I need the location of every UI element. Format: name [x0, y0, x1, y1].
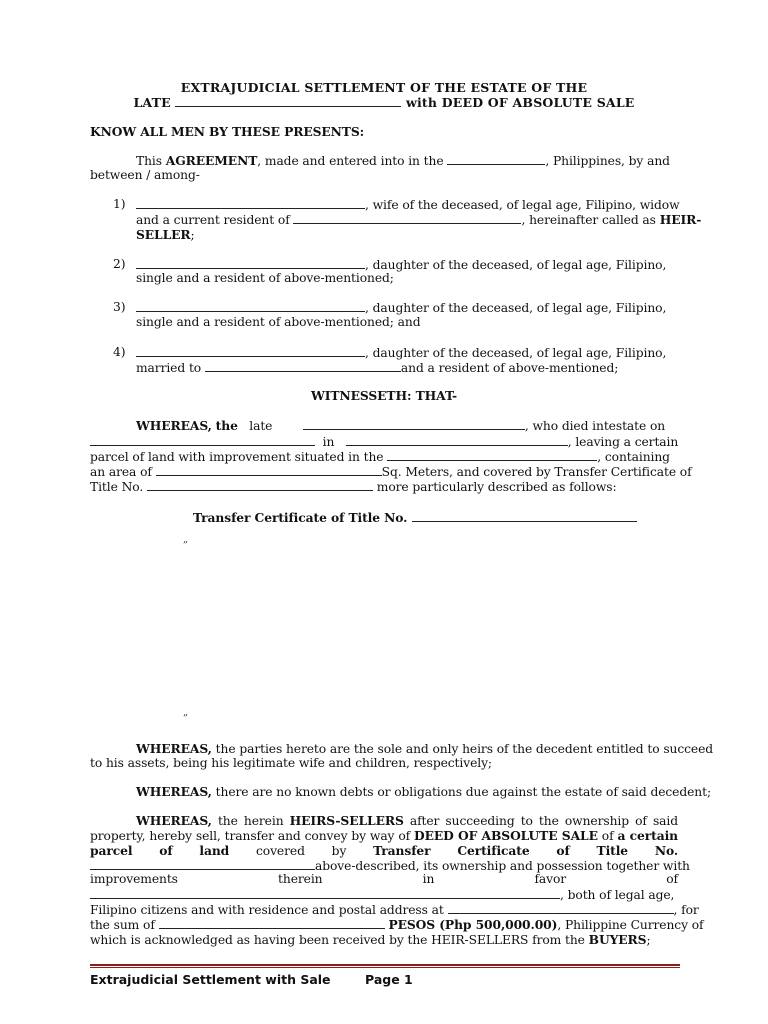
party3-number: 3) [113, 300, 126, 314]
party4-line2: married to and a resident of above-mentioned; [136, 361, 619, 375]
whereas4-line7: Filipino citizens and with residence and postal address at , for [90, 903, 699, 917]
party1-name-blank [136, 197, 365, 209]
title-number-blank [147, 479, 373, 491]
place-blank [447, 153, 545, 165]
party3-line2: single and a resident of above-mentioned; and [136, 315, 421, 329]
spouse-name-blank [205, 360, 401, 372]
death-date-blank [90, 434, 315, 446]
whereas4-line8: the sum of PESOS (Php 500,000.00), Philippine Currency of [90, 917, 704, 932]
party1-number: 1) [113, 197, 126, 211]
party4-number: 4) [113, 345, 126, 359]
buyers-address-blank [448, 902, 674, 914]
whereas4-line1: WHEREAS, the herein HEIRS-SELLERS after succeeding to the ownership of said [136, 813, 679, 828]
title-late-label: LATE [133, 95, 171, 110]
whereas1-line3: parcel of land with improvement situated in the , containing [90, 450, 670, 464]
whereas4-line5: improvements therein in favor of [90, 872, 679, 886]
decedent-blank [303, 418, 525, 430]
whereas4-line2: property, hereby sell, transfer and convey by way of DEED OF ABSOLUTE SALE of a certain [90, 828, 679, 843]
whereas3-line: WHEREAS, there are no known debts or obligations due against the estate of said decedent; [136, 784, 712, 799]
know-all-heading: KNOW ALL MEN BY THESE PRESENTS: [90, 124, 365, 139]
death-place-blank [346, 434, 568, 446]
party1-line3: SELLER; [136, 227, 195, 242]
tct-heading: Transfer Certificate of Title No. [193, 510, 637, 525]
party3-line1: , daughter of the deceased, of legal age, Filipino, [136, 300, 666, 316]
description-open-quote: „ [183, 534, 189, 545]
whereas2-line1: WHEREAS, the parties hereto are the sole and only heirs of the decedent entitled to succeed [136, 741, 714, 756]
amount-words-blank [159, 917, 385, 929]
tct-number-blank-2 [90, 858, 315, 870]
whereas1-line4: an area of Sq. Meters, and covered by Transfer Certificate of [90, 465, 692, 479]
party2-line1: , daughter of the deceased, of legal age, Filipino, [136, 257, 666, 273]
footer-rule-thin [90, 967, 680, 968]
footer-page-number: Page 1 [365, 972, 413, 987]
party3-name-blank [136, 300, 365, 312]
whereas2-line2: to his assets, being his legitimate wife and children, respectively; [90, 756, 492, 770]
area-blank [156, 464, 382, 476]
whereas1-line5: Title No. more particularly described as follows: [90, 480, 617, 494]
witnesseth-heading: WITNESSETH: THAT- [311, 388, 457, 403]
party2-line2: single and a resident of above-mentioned; [136, 271, 394, 285]
document-title-line2 [0, 95, 768, 110]
intro-line2: between / among- [90, 168, 200, 182]
party1-line2: and a current resident of , hereinafter called as HEIR- [136, 212, 702, 227]
decedent-name-blank [175, 95, 401, 107]
party2-name-blank [136, 257, 365, 269]
whereas4-line3: parcel of land covered by Transfer Certificate of Title No. [90, 843, 679, 858]
party1-line1: , wife of the deceased, of legal age, Filipino, widow [136, 197, 680, 213]
party1-residence-blank [293, 212, 521, 224]
whereas4-line9: which is acknowledged as having been received by the HEIR-SELLERS from the BUYERS; [90, 932, 651, 947]
intro-line1: This AGREEMENT, made and entered into in the , Philippines, by and [136, 153, 670, 168]
buyers-names-blank [90, 887, 560, 899]
footer-rule-thick [90, 964, 680, 966]
party2-number: 2) [113, 257, 126, 271]
tct-number-blank [412, 510, 637, 522]
party4-line1: , daughter of the deceased, of legal age, Filipino, [136, 345, 666, 361]
description-close-quote: „ [183, 707, 189, 718]
party4-name-blank [136, 345, 365, 357]
document-title-line1: EXTRAJUDICIAL SETTLEMENT OF THE ESTATE OF THE [180, 80, 588, 95]
title-deed-label: with DEED OF ABSOLUTE SALE [406, 95, 635, 110]
whereas1-line1: WHEREAS, the late , who died intestate on [136, 418, 666, 433]
property-location-blank [387, 449, 597, 461]
whereas4-line4: above-described, its ownership and possession together with [90, 858, 690, 874]
whereas1-line2: in , leaving a certain [90, 434, 678, 450]
footer-document-name: Extrajudicial Settlement with Sale [90, 972, 331, 987]
whereas4-line6: , both of legal age, [90, 887, 674, 903]
